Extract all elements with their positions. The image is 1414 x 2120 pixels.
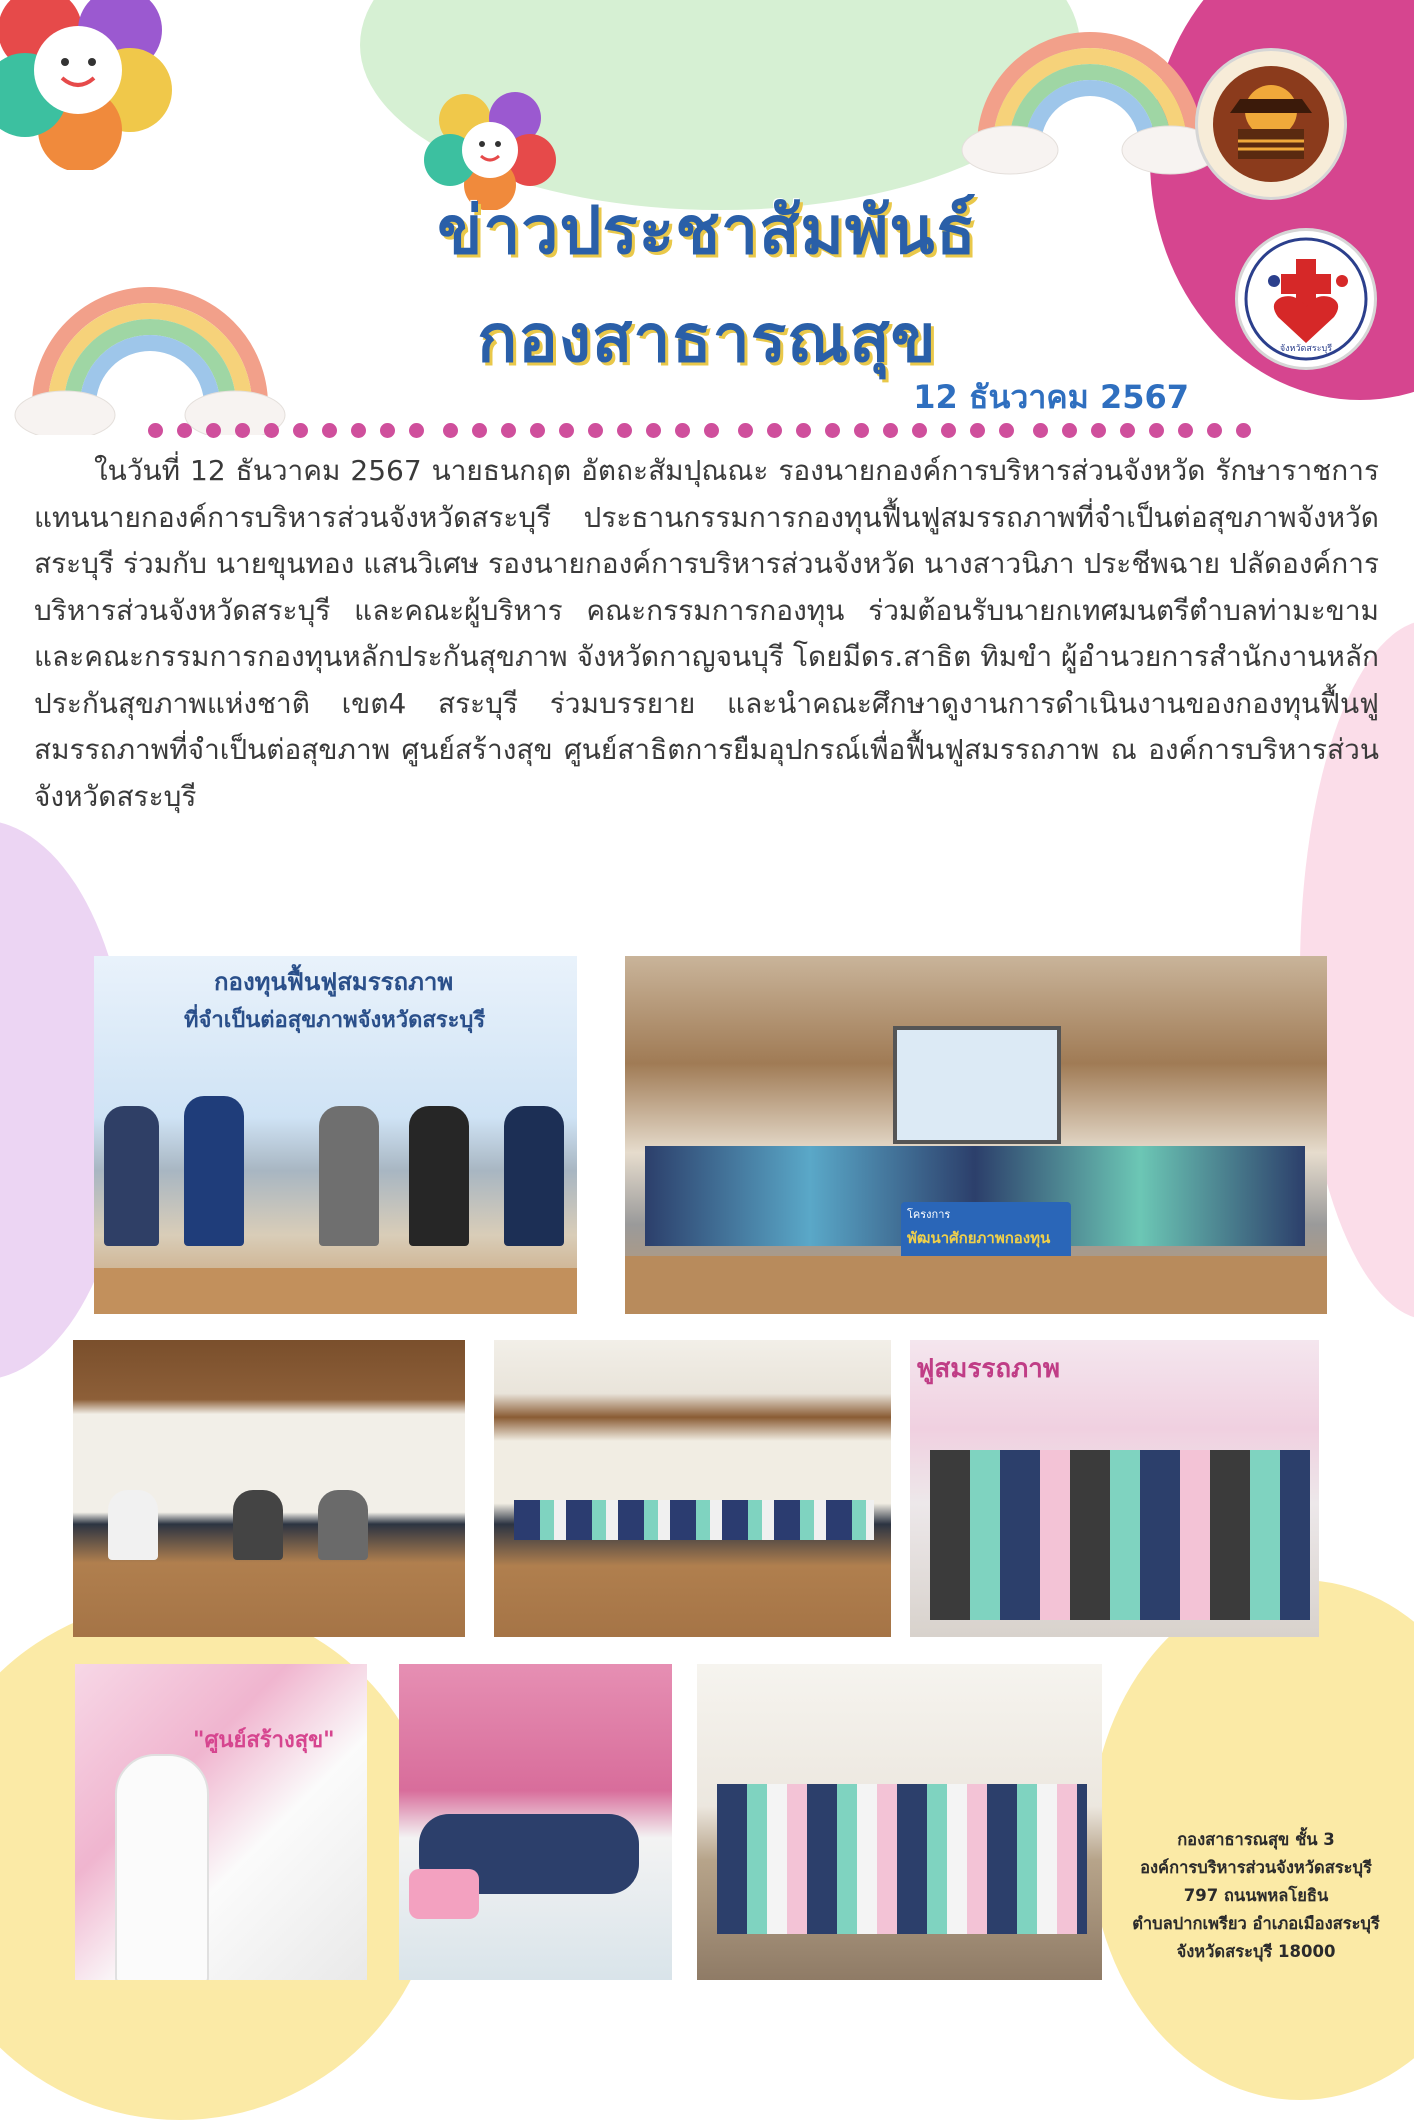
photo2-banner-line2: พัฒนาศักยภาพกองทุน bbox=[907, 1229, 1051, 1247]
flower-icon-top-left bbox=[0, 0, 180, 170]
dotted-divider bbox=[148, 423, 1288, 443]
article-body: ในวันที่ 12 ธันวาคม 2567 นายธนกฤต อัตถะสัมปุณณะ รองนายกองค์การบริหารส่วนจังหวัด รักษาราชการแทนนายกองค์การบริหารส่วนจังหวัดสระบุรี ประธานกรรมการกองทุนฟื้นฟูสมรรถภาพที่จำเป็นต่อสุขภาพจังหวัดสระบุรี ร่วมกับ นายขุนทอง แสนวิเศษ รองนายกองค์การบริหารส่วนจังหวัด นางสาวนิภา ประชีพฉาย ปลัดองค์การบริหารส่วนจังหวัดสระบุรี และคณะผู้บริหาร คณะกรรมการกองทุน ร่วมต้อนรับนายกเทศมนตรีตำบลท่ามะขามและคณะกรรมการกองทุนหลักประกันสุขภาพ จังหวัดกาญจนบุรี โดยมีดร.สาธิต ทิมขำ ผู้อำนวยการสำนักงานหลักประกันสุขภาพแห่งชาติ เขต4 สระบุรี ร่วมบรรยาย และนำคณะศึกษาดูงานการดำเนินงานของกองทุนฟื้นฟูสมรรถภาพที่จำเป็นต่อสุขภาพ ศูนย์สร้างสุข ศูนย์สาธิตการยืมอุปกรณ์เพื่อฟื้นฟูสมรรถภาพ ณ องค์การบริหารส่วนจังหวัดสระบุรี bbox=[34, 454, 1379, 813]
photo-group-meeting-room bbox=[625, 956, 1327, 1314]
photo5-sign: ฟูสมรรถภาพ bbox=[916, 1354, 1060, 1384]
rainbow-icon-right bbox=[955, 0, 1225, 180]
photo-patient-bed bbox=[399, 1664, 672, 1980]
pao-emblem-icon bbox=[1198, 51, 1344, 197]
publish-date: 12 ธันวาคม 2567 bbox=[913, 378, 1189, 416]
footer-line2: องค์การบริหารส่วนจังหวัดสระบุรี bbox=[1140, 1858, 1372, 1877]
photo1-banner-line1: กองทุนฟื้นฟูสมรรถภาพ bbox=[214, 968, 454, 996]
footer-line3: 797 ถนนพหลโยธิน bbox=[1183, 1886, 1329, 1905]
page-title-line1: ข่าวประชาสัมพันธ์ bbox=[437, 192, 977, 269]
photo-presentation bbox=[94, 956, 577, 1314]
photo-equipment-center bbox=[697, 1664, 1102, 1980]
photo-audience-seated bbox=[494, 1340, 891, 1637]
photo2-banner-line1: โครงการ bbox=[907, 1208, 951, 1221]
photo6-sign: "ศูนย์สร้างสุข" bbox=[193, 1728, 335, 1753]
footer-line4: ตำบลปากเพรียว อำเภอเมืองสระบุรี bbox=[1132, 1914, 1380, 1933]
fund-logo-label: จังหวัดสระบุรี bbox=[1279, 344, 1333, 354]
photo-rehab-treatment bbox=[75, 1664, 367, 1980]
photo-group-standing bbox=[910, 1340, 1319, 1637]
footer-address bbox=[1106, 1826, 1406, 1966]
footer-line1: กองสาธารณสุข ชั้น 3 bbox=[1177, 1830, 1335, 1849]
page-title-line2: กองสาธารณสุข bbox=[477, 300, 937, 377]
photo-panel-seated bbox=[73, 1340, 465, 1637]
photo1-banner-line2: ที่จำเป็นต่อสุขภาพจังหวัดสระบุรี bbox=[184, 1008, 486, 1033]
footer-line5: จังหวัดสระบุรี 18000 bbox=[1176, 1942, 1336, 1961]
